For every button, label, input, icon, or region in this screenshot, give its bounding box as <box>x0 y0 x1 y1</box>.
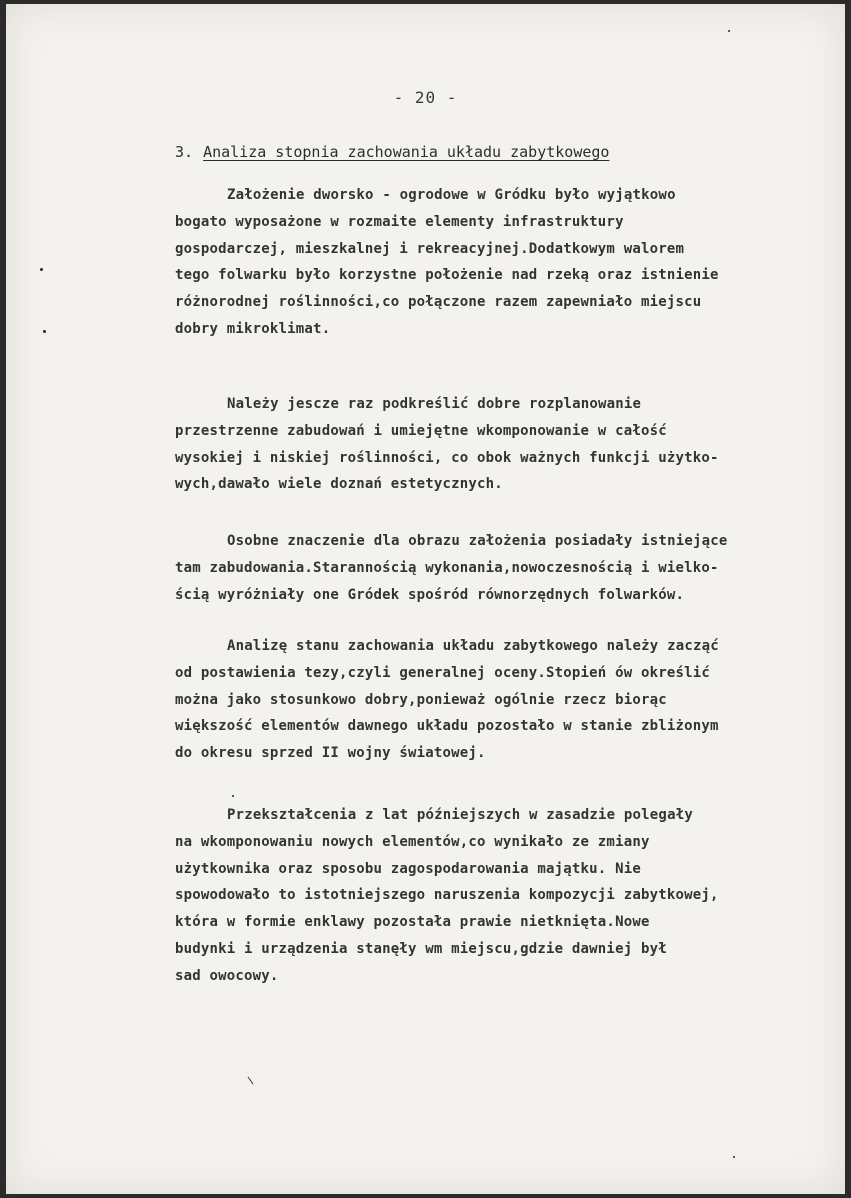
text-line: na wkomponowaniu nowych elementów,co wynikało ze zmiany <box>175 833 650 850</box>
page-number: - 20 - <box>393 88 458 107</box>
text-line: budynki i urządzenia stanęły wm miejscu,gdzie dawniej był <box>175 940 667 957</box>
dust-speck <box>733 1156 735 1158</box>
text-line: większość elementów dawnego układu pozostało w stanie zbliżonym <box>175 718 719 735</box>
section-heading <box>175 143 609 161</box>
text-line: ścią wyróżniały one Gródek spośród równorzędnych folwarków. <box>175 586 685 603</box>
text-line: różnorodnej roślinności,co połączone razem zapewniało miejscu <box>175 294 702 311</box>
paragraph-3 <box>175 528 845 608</box>
paragraph-4 <box>175 633 845 767</box>
text-line: Osobne znaczenie dla obrazu założenia posiadały istniejące <box>227 533 728 549</box>
text-line: tego folwarku było korzystne położenie nad rzeką oraz istnienie <box>175 267 719 284</box>
text-line: tam zabudowania.Starannością wykonania,nowoczesnością i wielko- <box>175 559 719 576</box>
text-line: bogato wyposażone w rozmaite elementy infrastruktury <box>175 213 624 230</box>
dust-speck <box>40 268 43 271</box>
text-line: Przekształcenia z lat późniejszych w zasadzie polegały <box>227 807 693 823</box>
text-line: użytkownika oraz sposobu zagospodarowania majątku. Nie <box>175 860 641 877</box>
section-title: Analiza stopnia zachowania układu zabytkowego <box>203 143 610 161</box>
paragraph-5 <box>175 802 845 990</box>
text-line: dobry mikroklimat. <box>175 320 331 337</box>
dust-speck <box>43 330 46 333</box>
paragraph-2 <box>175 391 845 498</box>
text-line: spowodowało to istotniejszego naruszenia kompozycji zabytkowej, <box>175 887 719 904</box>
section-number: 3. <box>175 143 194 161</box>
text-line: można jako stosunkowo dobry,ponieważ ogólnie rzecz biorąc <box>175 691 667 708</box>
text-line: przestrzenne zabudowań i umiejętne wkomponowanie w całość <box>175 422 667 439</box>
text-line: sad owocowy. <box>175 967 279 984</box>
text-line: która w formie enklawy pozostała prawie nietknięta.Nowe <box>175 914 650 931</box>
text-line: wych,dawało wiele doznań estetycznych. <box>175 476 503 493</box>
paragraph-1 <box>175 182 845 343</box>
dust-speck <box>232 795 234 797</box>
text-line: Analizę stanu zachowania układu zabytkowego należy zacząć <box>227 638 719 654</box>
text-line: do okresu sprzed II wojny światowej. <box>175 745 486 762</box>
text-line: Należy jescze raz podkreślić dobre rozplanowanie <box>227 396 642 412</box>
text-line: gospodarczej, mieszkalnej i rekreacyjnej.Dodatkowym walorem <box>175 240 685 257</box>
text-line: od postawienia tezy,czyli generalnej oceny.Stopień ów określić <box>175 664 710 681</box>
text-line: wysokiej i niskiej roślinności, co obok ważnych funkcji użytko- <box>175 449 719 466</box>
text-line: Założenie dworsko - ogrodowe w Gródku było wyjątkowo <box>227 187 676 203</box>
dust-speck <box>728 30 730 32</box>
